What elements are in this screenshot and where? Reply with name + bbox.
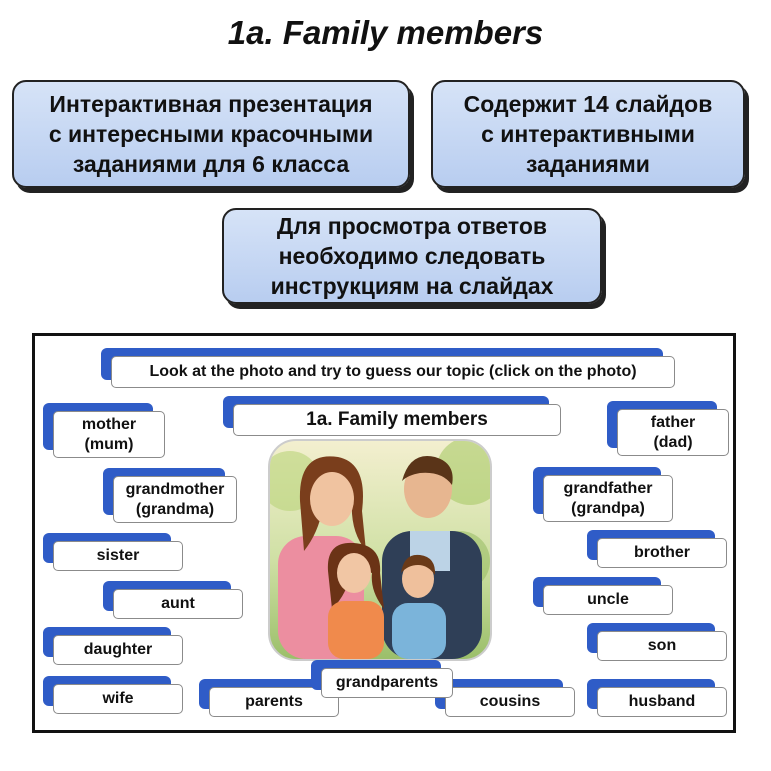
family-illustration [270,441,490,659]
word-father-label: father (dad) [617,409,729,456]
topic-text: 1a. Family members [233,404,561,436]
word-grandmother[interactable] [103,468,237,523]
word-uncle[interactable] [533,577,673,615]
word-grandmother-label: grandmother (grandma) [113,476,237,523]
word-uncle-label: uncle [543,585,673,615]
family-photo[interactable] [268,439,492,661]
word-father[interactable] [607,401,729,456]
word-mother[interactable] [43,403,165,458]
word-grandfather-label: grandfather (grandpa) [543,475,673,522]
word-aunt-label: aunt [113,589,243,619]
info-box-instructions: Для просмотра ответов необходимо следовать инструкциям на слайдах [222,208,602,304]
instruction-tag [101,348,675,388]
topic-tag [223,396,561,436]
word-parents-label: parents [209,687,339,717]
word-sister-label: sister [53,541,183,571]
word-cousins[interactable] [435,679,575,717]
word-daughter-label: daughter [53,635,183,665]
word-grandfather[interactable] [533,467,673,522]
slide-preview [32,333,736,733]
word-sister[interactable] [43,533,183,571]
info-box-slides-count: Содержит 14 слайдов с интерактивными заданиями [431,80,745,188]
word-son-label: son [597,631,727,661]
word-husband[interactable] [587,679,727,717]
word-mother-label: mother (mum) [53,411,165,458]
word-son[interactable] [587,623,727,661]
word-brother-label: brother [597,538,727,568]
info-box-presentation: Интерактивная презентация с интересными красочными заданиями для 6 класса [12,80,410,188]
word-grandparents[interactable] [311,660,453,698]
word-daughter[interactable] [43,627,183,665]
word-cousins-label: cousins [445,687,575,717]
instruction-text: Look at the photo and try to guess our topic (click on the photo) [111,356,675,388]
word-grandparents-label: grandparents [321,668,453,698]
page-title: 1a. Family members [227,14,544,51]
word-husband-label: husband [597,687,727,717]
word-aunt[interactable] [103,581,243,619]
word-wife-label: wife [53,684,183,714]
word-wife[interactable] [43,676,183,714]
word-brother[interactable] [587,530,727,568]
